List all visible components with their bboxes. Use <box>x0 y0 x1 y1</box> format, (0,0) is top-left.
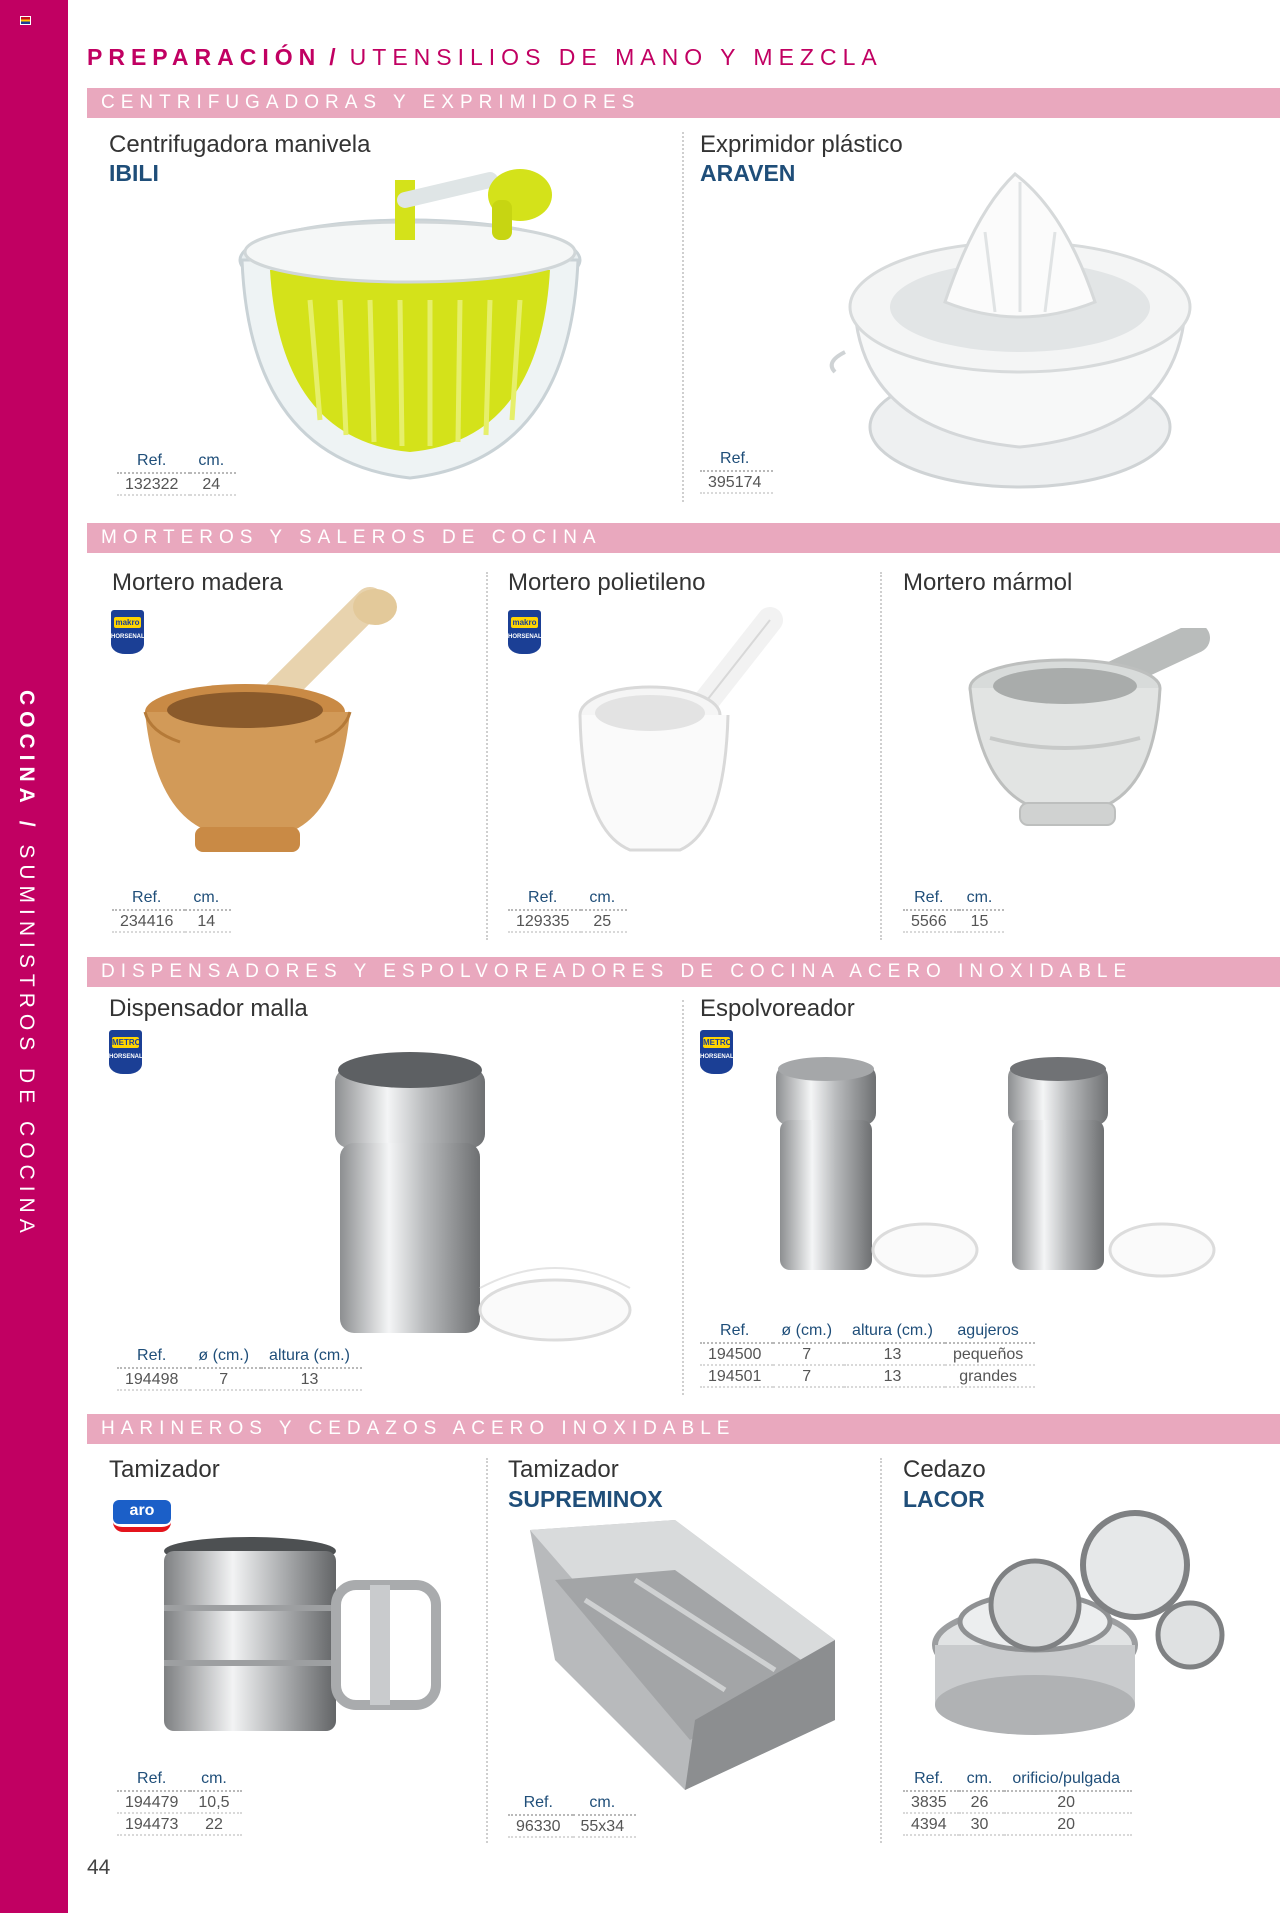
height-header: altura (cm.) <box>844 1322 945 1343</box>
ref-cell: 3835 <box>903 1791 959 1813</box>
product-name-exprimidor: Exprimidor plástico <box>700 131 903 158</box>
ref-cell: 194498 <box>117 1368 190 1390</box>
cm-header: cm. <box>185 889 231 910</box>
marble-mortar-image <box>965 628 1225 858</box>
ref-table-cedazo <box>903 1770 1132 1836</box>
ref-header: Ref. <box>903 1770 959 1791</box>
column-divider <box>486 572 488 940</box>
sieves-image <box>925 1510 1225 1740</box>
logo-top-text: METRO <box>703 1038 732 1047</box>
mesh-cell: 20 <box>1004 1791 1132 1813</box>
holes-header: agujeros <box>945 1322 1035 1343</box>
ref-cell: 194501 <box>700 1365 773 1387</box>
diameter-cell: 7 <box>773 1343 844 1365</box>
table-row <box>117 1813 242 1835</box>
ref-table-espolvoreador <box>700 1322 1035 1388</box>
column-divider <box>880 572 882 940</box>
ref-table-centrifugadora <box>117 452 236 496</box>
aro-swoosh <box>113 1522 171 1532</box>
mesh-header: orificio/pulgada <box>1004 1770 1132 1791</box>
cm-header: cm. <box>190 452 236 473</box>
ref-table-mortero-marmol <box>903 889 1004 933</box>
flour-sifter-image <box>160 1535 450 1745</box>
ref-header: Ref. <box>903 889 959 910</box>
ref-cell: 194473 <box>117 1813 190 1835</box>
table-row <box>112 910 231 932</box>
height-cell: 13 <box>844 1343 945 1365</box>
ref-header: Ref. <box>508 1794 573 1815</box>
product-brand-ibili: IBILI <box>109 160 159 186</box>
cm-cell: 10,5 <box>190 1791 241 1813</box>
column-divider <box>682 132 684 502</box>
logo-bottom-text: HORSENAL <box>508 634 542 640</box>
ref-cell: 129335 <box>508 910 581 932</box>
ref-cell: 96330 <box>508 1815 573 1837</box>
ref-cell: 395174 <box>700 471 773 493</box>
product-name-tamizador: Tamizador <box>109 1456 220 1483</box>
cm-header: cm. <box>581 889 627 910</box>
product-name-mortero-marmol: Mortero mármol <box>903 569 1073 596</box>
side-category-sep: / <box>15 820 38 833</box>
logo-top-text: makro <box>115 618 140 627</box>
table-row <box>903 1813 1132 1835</box>
page-title-sep: / <box>329 44 342 70</box>
cm-cell: 55x34 <box>573 1815 637 1837</box>
section-bar-harineros: HARINEROS Y CEDAZOS ACERO INOXIDABLE <box>87 1414 1280 1444</box>
column-divider <box>880 1458 882 1843</box>
section-bar-centrifugadoras: CENTRIFUGADORAS Y EXPRIMIDORES <box>87 88 1280 118</box>
table-row <box>700 1365 1035 1387</box>
holes-cell: grandes <box>945 1365 1035 1387</box>
ref-header: Ref. <box>508 889 581 910</box>
table-row <box>903 910 1004 932</box>
cm-header: cm. <box>573 1794 637 1815</box>
column-divider <box>682 1000 684 1395</box>
wooden-mortar-image <box>140 582 430 882</box>
table-row <box>700 471 773 493</box>
page-number: 44 <box>87 1856 111 1879</box>
height-cell: 13 <box>261 1368 362 1390</box>
diameter-header: ø (cm.) <box>773 1322 844 1343</box>
cm-cell: 14 <box>185 910 231 932</box>
cm-cell: 24 <box>190 473 236 495</box>
product-name-tamizador-supreminox: Tamizador <box>508 1456 619 1483</box>
cm-cell: 30 <box>959 1813 1005 1835</box>
table-row <box>117 1368 362 1390</box>
salad-spinner-image <box>230 160 590 490</box>
page-title <box>87 44 883 71</box>
table-row <box>117 1791 242 1813</box>
ref-header: Ref. <box>117 1347 190 1368</box>
section-bar-morteros: MORTEROS Y SALEROS DE COCINA <box>87 523 1280 553</box>
ref-cell: 194500 <box>700 1343 773 1365</box>
side-category-label <box>6 690 66 1239</box>
metro-horsenal-logo <box>700 1030 733 1074</box>
ref-cell: 194479 <box>117 1791 190 1813</box>
product-name-cedazo: Cedazo <box>903 1456 986 1483</box>
ref-header: Ref. <box>117 452 190 473</box>
aro-logo <box>113 1500 171 1534</box>
cm-header: cm. <box>190 1770 241 1791</box>
height-cell: 13 <box>844 1365 945 1387</box>
cm-cell: 25 <box>581 910 627 932</box>
cm-cell: 22 <box>190 1813 241 1835</box>
logo-bottom-text: HORSENAL <box>700 1054 734 1060</box>
table-row <box>508 1815 636 1837</box>
diameter-cell: 7 <box>773 1365 844 1387</box>
table-row <box>903 1791 1132 1813</box>
mesh-cell: 20 <box>1004 1813 1132 1835</box>
ref-table-tamizador-supreminox <box>508 1794 636 1838</box>
logo-bottom-text: HORSENAL <box>111 634 145 640</box>
cm-cell: 26 <box>959 1791 1005 1813</box>
ref-cell: 234416 <box>112 910 185 932</box>
table-row <box>508 910 627 932</box>
ref-header: Ref. <box>700 1322 773 1343</box>
metro-horsenal-logo <box>109 1030 142 1074</box>
side-category-rest: SUMINISTROS DE COCINA <box>15 844 38 1239</box>
ref-cell: 132322 <box>117 473 190 495</box>
product-brand-araven: ARAVEN <box>700 160 796 186</box>
ref-table-mortero-polietileno <box>508 889 627 933</box>
polyethylene-mortar-image <box>570 600 810 890</box>
diameter-header: ø (cm.) <box>190 1347 261 1368</box>
spanish-flag-icon <box>20 16 31 25</box>
ref-header: Ref. <box>117 1770 190 1791</box>
ref-header: Ref. <box>112 889 185 910</box>
product-name-dispensador: Dispensador malla <box>109 995 308 1022</box>
product-name-mortero-polietileno: Mortero polietileno <box>508 569 706 596</box>
page-title-strong: PREPARACIÓN <box>87 44 322 70</box>
ref-table-tamizador <box>117 1770 242 1836</box>
ref-table-mortero-madera <box>112 889 231 933</box>
side-category-strong: COCINA <box>15 690 38 809</box>
holes-cell: pequeños <box>945 1343 1035 1365</box>
cm-header: cm. <box>959 889 1005 910</box>
aro-logo-text: aro <box>113 1500 171 1524</box>
table-row <box>700 1343 1035 1365</box>
cm-header: cm. <box>959 1770 1005 1791</box>
diameter-cell: 7 <box>190 1368 261 1390</box>
juicer-image <box>825 172 1205 492</box>
cm-cell: 15 <box>959 910 1005 932</box>
ref-cell: 5566 <box>903 910 959 932</box>
product-name-mortero-madera: Mortero madera <box>112 569 283 596</box>
ref-table-dispensador <box>117 1347 362 1391</box>
flour-bin-image <box>525 1520 845 1795</box>
mesh-dispenser-image <box>330 1048 650 1348</box>
height-header: altura (cm.) <box>261 1347 362 1368</box>
ref-cell: 4394 <box>903 1813 959 1835</box>
makro-horsenal-logo <box>508 610 541 654</box>
section-bar-dispensadores: DISPENSADORES Y ESPOLVOREADORES DE COCINA ACERO INOXIDABLE <box>87 957 1280 987</box>
product-name-centrifugadora: Centrifugadora manivela <box>109 131 371 158</box>
product-brand-supreminox: SUPREMINOX <box>508 1486 663 1512</box>
column-divider <box>486 1458 488 1843</box>
ref-table-exprimidor <box>700 450 773 494</box>
product-brand-lacor: LACOR <box>903 1486 985 1512</box>
logo-top-text: makro <box>512 618 537 627</box>
ref-header: Ref. <box>700 450 773 471</box>
page-title-rest: UTENSILIOS DE MANO Y MEZCLA <box>349 44 883 70</box>
product-name-espolvoreador: Espolvoreador <box>700 995 855 1022</box>
table-row <box>117 473 236 495</box>
shakers-image <box>770 1055 1230 1295</box>
logo-top-text: METRO <box>112 1038 141 1047</box>
logo-bottom-text: HORSENAL <box>109 1054 143 1060</box>
